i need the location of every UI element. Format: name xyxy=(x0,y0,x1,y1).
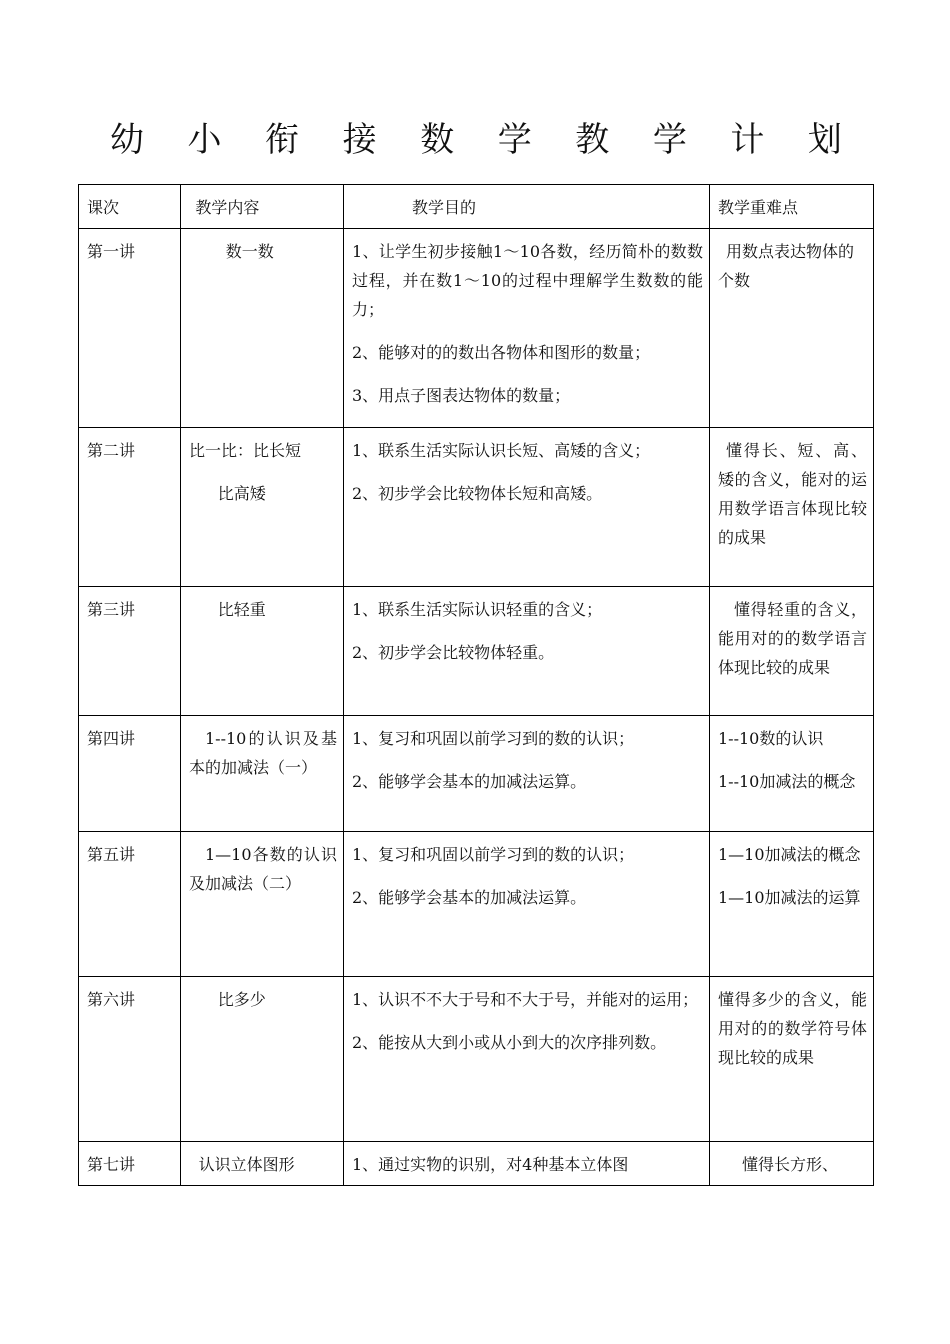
lesson-cell: 第一讲 xyxy=(79,229,181,428)
header-lesson: 课次 xyxy=(79,185,181,229)
title-char: 学 xyxy=(652,120,687,160)
title-char: 小 xyxy=(187,120,222,160)
keypoints-text: 1—10加减法的运算 xyxy=(718,888,861,907)
objective-cell xyxy=(344,1142,710,1186)
content-text: 比轻重 xyxy=(217,600,266,619)
title-char: 计 xyxy=(730,120,765,160)
content-cell xyxy=(181,1142,344,1186)
objective-text: 1、通过实物的识别，对4种基本立体图 xyxy=(352,1155,629,1174)
keypoints-cell xyxy=(710,587,874,716)
lesson-cell: 第七讲 xyxy=(79,1142,181,1186)
objective-text: 1、认识不不大于号和不大于号，并能对的运用； xyxy=(352,990,699,1009)
keypoints-cell xyxy=(710,428,874,587)
keypoints-text: 懂得长方形、 xyxy=(742,1155,839,1174)
objective-text: 1、复习和巩固以前学习到的数的认识； xyxy=(352,729,635,748)
content-text: 认识立体图形 xyxy=(198,1155,295,1174)
title-char: 接 xyxy=(342,120,377,160)
title-char: 学 xyxy=(497,120,532,160)
objective-cell xyxy=(344,832,710,977)
title-char: 划 xyxy=(807,120,842,160)
table-row xyxy=(79,587,874,716)
title-char: 幼 xyxy=(110,120,144,160)
keypoints-cell xyxy=(710,1142,874,1186)
objective-text: 2、能按从大到小或从小到大的次序排列数。 xyxy=(352,1033,667,1052)
objective-text: 1、让学生初步接触1～10各数，经历简朴的数数过程，并在数1～10的过程中理解学生数数的能力； xyxy=(352,242,703,319)
objective-text: 1、复习和巩固以前学习到的数的认识； xyxy=(352,845,635,864)
title-char: 教 xyxy=(575,120,610,160)
content-text: 比高矮 xyxy=(217,484,266,503)
objective-cell xyxy=(344,587,710,716)
keypoints-cell xyxy=(710,229,874,428)
content-text: 1--10的认识及基本的加减法（一） xyxy=(189,729,337,777)
table-row xyxy=(79,229,874,428)
keypoints-cell xyxy=(710,716,874,832)
keypoints-cell xyxy=(710,832,874,977)
content-cell xyxy=(181,428,344,587)
objective-text: 1、联系生活实际认识轻重的含义； xyxy=(352,600,603,619)
content-text: 比多少 xyxy=(217,990,266,1009)
objective-cell xyxy=(344,977,710,1142)
lesson-cell: 第四讲 xyxy=(79,716,181,832)
objective-cell xyxy=(344,716,710,832)
keypoints-text: 1--10数的认识 xyxy=(718,729,824,748)
table-row xyxy=(79,716,874,832)
table-row xyxy=(79,428,874,587)
content-cell xyxy=(181,977,344,1142)
keypoints-text: 1--10加减法的概念 xyxy=(718,772,856,791)
lesson-cell: 第三讲 xyxy=(79,587,181,716)
keypoints-text: 懂得多少的含义，能用对的的数学符号体现比较的成果 xyxy=(718,990,867,1067)
content-text: 1—10各数的认识及加减法（二） xyxy=(189,845,337,893)
header-objective: 教学目的 xyxy=(344,185,710,229)
content-cell xyxy=(181,832,344,977)
lesson-cell: 第六讲 xyxy=(79,977,181,1142)
table-row xyxy=(79,977,874,1142)
objective-cell xyxy=(344,428,710,587)
lesson-cell: 第五讲 xyxy=(79,832,181,977)
objective-text: 2、能够学会基本的加减法运算。 xyxy=(352,888,587,907)
content-text: 数一数 xyxy=(225,242,274,261)
table-header-row xyxy=(79,185,874,229)
content-cell xyxy=(181,229,344,428)
content-cell xyxy=(181,716,344,832)
objective-text: 2、能够对的的数出各物体和图形的数量； xyxy=(352,343,651,362)
header-content: 教学内容 xyxy=(181,185,344,229)
objective-cell xyxy=(344,229,710,428)
table-row xyxy=(79,832,874,977)
objective-text: 3、用点子图表达物体的数量； xyxy=(352,386,571,405)
page-title xyxy=(78,118,872,162)
title-char: 衔 xyxy=(265,120,300,160)
keypoints-text: 懂得轻重的含义，能用对的的数学语言体现比较的成果 xyxy=(718,600,867,677)
objective-text: 2、初步学会比较物体长短和高矮。 xyxy=(352,484,603,503)
lesson-cell: 第二讲 xyxy=(79,428,181,587)
teaching-plan-table xyxy=(78,184,874,1186)
keypoints-cell xyxy=(710,977,874,1142)
header-keypoints: 教学重难点 xyxy=(710,185,874,229)
content-text: 比一比：比长短 xyxy=(189,441,302,460)
keypoints-text: 懂得长、短、高、矮的含义，能对的运用数学语言体现比较的成果 xyxy=(718,441,867,547)
objective-text: 2、能够学会基本的加减法运算。 xyxy=(352,772,587,791)
keypoints-text: 用数点表达物体的个数 xyxy=(718,242,855,290)
keypoints-text: 1—10加减法的概念 xyxy=(718,845,861,864)
objective-text: 2、初步学会比较物体轻重。 xyxy=(352,643,555,662)
content-cell xyxy=(181,587,344,716)
objective-text: 1、联系生活实际认识长短、高矮的含义； xyxy=(352,441,651,460)
title-char: 数 xyxy=(420,120,455,160)
table-row xyxy=(79,1142,874,1186)
